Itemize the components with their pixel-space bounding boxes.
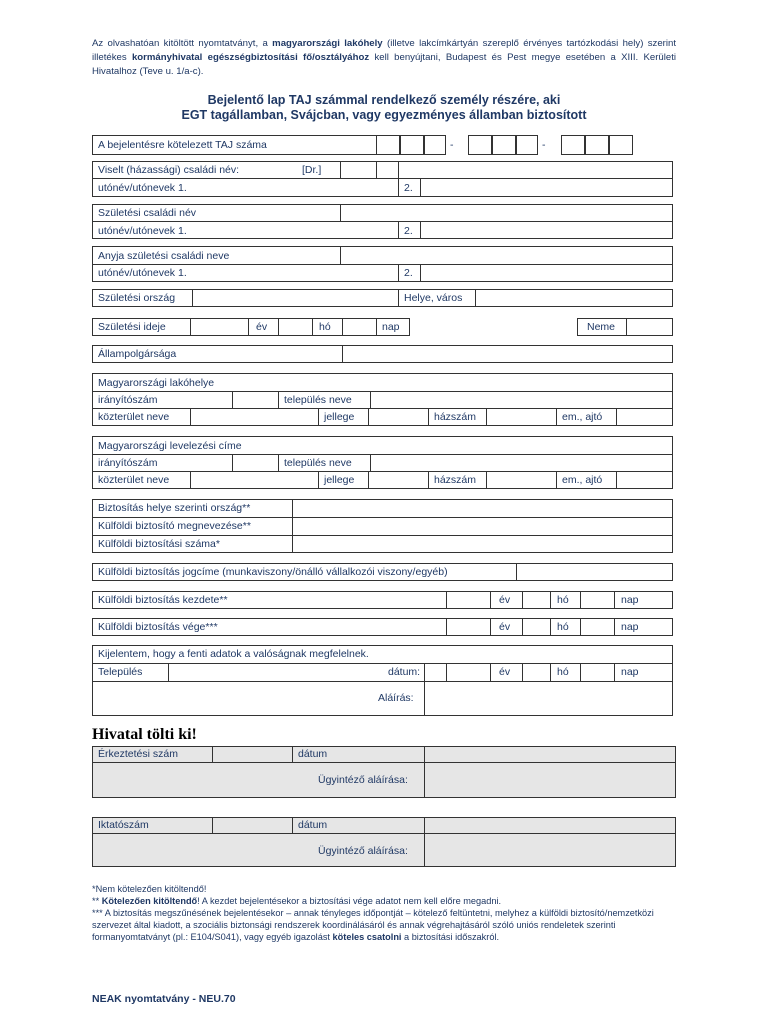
taj-digit-3[interactable] bbox=[424, 135, 446, 155]
taj-digit-5[interactable] bbox=[492, 135, 516, 155]
footnote-3: *** A biztosítás megszűnésének bejelentésekor – annak tényleges időpontját – kötelező feltüntetni, melyhez a külföldi biztosító/nemzetközi szervezet által kiadott, a szociális biztonsági rendszerek koordinálásáról és annak végrehajtásáról szóló uniós rendeletek szerinti formanyomtatványt (pl.: E104/S041), vagy egyéb igazolást köteles csatolni a biztosítási időszakról. bbox=[92, 908, 654, 942]
szuletesi-nev-field[interactable] bbox=[341, 205, 672, 220]
anyja-nev-label: Anyja születési családi neve bbox=[98, 250, 230, 262]
nyilatkozat-ev-field[interactable] bbox=[447, 664, 489, 680]
kezdete-ev-field[interactable] bbox=[447, 592, 489, 608]
nyilatkozat-nap-field[interactable] bbox=[581, 664, 613, 680]
allampolgarsag-field[interactable] bbox=[343, 346, 672, 362]
allampolgarsag-label: Állampolgársága bbox=[98, 348, 177, 360]
erkeztetesi-szam-label: Érkeztetési szám bbox=[98, 748, 178, 760]
neme-label: Neme bbox=[587, 321, 616, 333]
iktatas-ugyintezo-field[interactable] bbox=[425, 834, 675, 866]
helye-varos-field[interactable] bbox=[476, 290, 672, 306]
levelezesi-label: Magyarországi levelezési címe bbox=[98, 440, 242, 452]
lakohely-kozterulet-field[interactable] bbox=[191, 409, 317, 425]
erkeztetes-datum-field[interactable] bbox=[425, 747, 675, 761]
iktatas-datum-field[interactable] bbox=[425, 818, 675, 832]
iktatoszam-label: Iktatószám bbox=[98, 819, 149, 831]
vege-nap-field[interactable] bbox=[581, 619, 613, 635]
nap-label: nap bbox=[382, 321, 400, 333]
szuletesi-utonev2-field[interactable] bbox=[421, 222, 672, 238]
biztositas-orszag-label: Biztosítás helye szerinti ország** bbox=[98, 502, 251, 514]
levelezesi-kozterulet-field[interactable] bbox=[191, 472, 317, 488]
vege-label: Külföldi biztosítás vége*** bbox=[98, 621, 218, 633]
taj-digit-2[interactable] bbox=[400, 135, 424, 155]
taj-separator-2: - bbox=[542, 139, 546, 151]
nyilatkozat-ho-label: hó bbox=[557, 666, 569, 678]
szuletesi-utonev1-field[interactable] bbox=[200, 222, 397, 238]
taj-digit-1[interactable] bbox=[376, 135, 400, 155]
kezdete-nap-field[interactable] bbox=[581, 592, 613, 608]
intro-text-1: Az olvashatóan kitöltött nyomtatványt, a bbox=[92, 38, 273, 49]
levelezesi-iranyitoszam-label: irányítószám bbox=[98, 457, 158, 469]
viselt-nev-label: Viselt (házassági) családi név: bbox=[98, 164, 240, 176]
taj-separator-1: - bbox=[450, 139, 454, 151]
hivatal-heading: Hivatal tölti ki! bbox=[92, 726, 197, 743]
lakohely-kozterulet-label: közterület neve bbox=[98, 411, 170, 423]
ev-label: év bbox=[256, 321, 268, 333]
anyja-utonev2-label: 2. bbox=[404, 267, 413, 279]
helye-varos-label: Helye, város bbox=[404, 292, 463, 304]
erkeztetesi-szam-field[interactable] bbox=[213, 747, 291, 761]
szuletesi-utonev2-label: 2. bbox=[404, 225, 413, 237]
footnotes bbox=[92, 883, 676, 943]
viselt-utonev2-field[interactable] bbox=[421, 179, 672, 196]
nyilatkozat-ho-field[interactable] bbox=[523, 664, 549, 680]
levelezesi-emajto-label: em., ajtó bbox=[562, 474, 603, 486]
intro-bold-2: kormányhivatal egészségbiztosítási fő/osztályához bbox=[131, 52, 370, 63]
dr-label: [Dr.] bbox=[302, 164, 322, 176]
title-line-1: Bejelentő lap TAJ számmal rendelkező személy részére, aki bbox=[207, 93, 561, 107]
szuletesi-orszag-label: Születési ország bbox=[98, 292, 176, 304]
biztositasi-szam-field[interactable] bbox=[293, 536, 672, 552]
erkeztetes-ugyintezo-label: Ügyintéző aláírása: bbox=[318, 774, 408, 786]
szuletesi-orszag-field[interactable] bbox=[193, 290, 397, 306]
szuletesi-nev-label: Születési családi név bbox=[98, 207, 197, 219]
lakohely-iranyitoszam-field[interactable] bbox=[233, 392, 277, 407]
vege-ev-label: év bbox=[499, 621, 511, 633]
alairas-label: Aláírás: bbox=[378, 692, 414, 704]
taj-digit-9[interactable] bbox=[609, 135, 633, 155]
anyja-utonev1-label: utónév/utónevek 1. bbox=[98, 267, 187, 279]
form-footer: NEAK nyomtatvány - NEU.70 bbox=[92, 993, 236, 1005]
lakohely-iranyitoszam-label: irányítószám bbox=[98, 394, 158, 406]
erkeztetes-ugyintezo-field[interactable] bbox=[425, 763, 675, 797]
vege-ho-field[interactable] bbox=[523, 619, 549, 635]
kezdete-nap-label: nap bbox=[621, 594, 639, 606]
jogcim-field[interactable] bbox=[517, 564, 672, 580]
anyja-utonev2-field[interactable] bbox=[421, 265, 672, 281]
levelezesi-telepules-field[interactable] bbox=[371, 455, 672, 470]
iktatas-datum-label: dátum bbox=[298, 819, 328, 831]
nyilatkozat-text: Kijelentem, hogy a fenti adatok a valóságnak megfelelnek. bbox=[98, 648, 369, 660]
viselt-nev-field[interactable] bbox=[399, 162, 672, 177]
vege-ho-label: hó bbox=[557, 621, 569, 633]
biztositas-orszag-field[interactable] bbox=[293, 500, 672, 516]
levelezesi-jellege-label: jellege bbox=[324, 474, 355, 486]
ho-label: hó bbox=[319, 321, 331, 333]
szuletesi-nap-field[interactable] bbox=[343, 319, 375, 335]
szuletesi-utonev1-label: utónév/utónevek 1. bbox=[98, 225, 187, 237]
nyilatkozat-datum-label: dátum: bbox=[388, 666, 421, 678]
footnote-1: *Nem kötelezően kitöltendő! bbox=[92, 884, 207, 894]
levelezesi-emajto-field[interactable] bbox=[617, 472, 672, 488]
lakohely-hazszam-label: házszám bbox=[434, 411, 477, 423]
levelezesi-jellege-field[interactable] bbox=[369, 472, 427, 488]
jogcim-label: Külföldi biztosítás jogcíme (munkaviszony/önálló vállalkozói viszony/egyéb) bbox=[98, 566, 448, 578]
intro-text-2: (illetve lakcímkártyán szereplő érvényes tartózkodási hely) szerint illetékes bbox=[92, 38, 676, 63]
taj-digit-8[interactable] bbox=[585, 135, 609, 155]
form-title bbox=[92, 93, 676, 123]
lakohely-jellege-label: jellege bbox=[324, 411, 355, 423]
intro-bold-1: magyarországi lakóhely bbox=[272, 38, 383, 49]
footnote-2: ** Kötelezően kitöltendő! A kezdet bejelentésekor a biztosítási vége adatot nem kell előre megadni. bbox=[92, 896, 502, 906]
dr-field[interactable] bbox=[341, 162, 375, 177]
biztositasi-szam-label: Külföldi biztosítási száma* bbox=[98, 538, 220, 550]
lakohely-emajto-field[interactable] bbox=[617, 409, 672, 425]
title-line-2: EGT tagállamban, Svájcban, vagy egyezményes államban biztosított bbox=[181, 108, 587, 122]
footnote-2-bold: Kötelezően kitöltendő bbox=[101, 896, 198, 906]
lakohely-jellege-field[interactable] bbox=[369, 409, 427, 425]
levelezesi-hazszam-field[interactable] bbox=[487, 472, 555, 488]
vege-nap-label: nap bbox=[621, 621, 639, 633]
viselt-utonev1-label: utónév/utónevek 1. bbox=[98, 182, 187, 194]
biztosito-megnevezes-label: Külföldi biztosító megnevezése** bbox=[98, 520, 251, 532]
taj-digit-4[interactable] bbox=[468, 135, 492, 155]
taj-label: A bejelentésre kötelezett TAJ száma bbox=[98, 139, 267, 151]
szuletesi-ideje-label: Születési ideje bbox=[98, 321, 166, 333]
intro-text-3: kell benyújtani, Budapest és Pest megye esetében a XIII. Kerületi Hivatalhoz (Teve u. 1/a-c). bbox=[92, 52, 676, 77]
nyilatkozat-nap-label: nap bbox=[621, 666, 639, 678]
lakohely-hazszam-field[interactable] bbox=[487, 409, 555, 425]
levelezesi-telepules-label: település neve bbox=[284, 457, 352, 469]
alairas-field[interactable] bbox=[425, 682, 672, 715]
iktatas-ugyintezo-label: Ügyintéző aláírása: bbox=[318, 845, 408, 857]
anyja-utonev1-field[interactable] bbox=[200, 265, 397, 281]
szuletesi-ev-field[interactable] bbox=[191, 319, 247, 335]
lakohely-telepules-label: település neve bbox=[284, 394, 352, 406]
biztosito-megnevezes-field[interactable] bbox=[293, 518, 672, 534]
taj-digit-6[interactable] bbox=[516, 135, 538, 155]
lakohely-emajto-label: em., ajtó bbox=[562, 411, 603, 423]
kezdete-ho-label: hó bbox=[557, 594, 569, 606]
footnote-3-bold: köteles csatolni bbox=[332, 932, 402, 942]
nyilatkozat-telepules-field[interactable] bbox=[169, 664, 383, 680]
levelezesi-iranyitoszam-field[interactable] bbox=[233, 455, 277, 470]
viselt-utonev1-field[interactable] bbox=[200, 179, 397, 196]
vege-ev-field[interactable] bbox=[447, 619, 489, 635]
lakohely-telepules-field[interactable] bbox=[371, 392, 672, 407]
lakohely-label: Magyarországi lakóhelye bbox=[98, 377, 215, 389]
iktatoszam-field[interactable] bbox=[213, 818, 291, 832]
erkeztetes-datum-label: dátum bbox=[298, 748, 328, 760]
nyilatkozat-telepules-label: Település bbox=[98, 666, 143, 678]
kezdete-label: Külföldi biztosítás kezdete** bbox=[98, 594, 228, 606]
szuletesi-ho-field[interactable] bbox=[279, 319, 311, 335]
levelezesi-hazszam-label: házszám bbox=[434, 474, 477, 486]
levelezesi-kozterulet-label: közterület neve bbox=[98, 474, 170, 486]
intro-paragraph bbox=[92, 37, 676, 79]
anyja-nev-field[interactable] bbox=[341, 247, 672, 263]
nyilatkozat-ev-label: év bbox=[499, 666, 511, 678]
taj-digit-7[interactable] bbox=[561, 135, 585, 155]
viselt-utonev2-label: 2. bbox=[404, 182, 413, 194]
kezdete-ev-label: év bbox=[499, 594, 511, 606]
neme-field[interactable] bbox=[627, 319, 672, 335]
kezdete-ho-field[interactable] bbox=[523, 592, 549, 608]
